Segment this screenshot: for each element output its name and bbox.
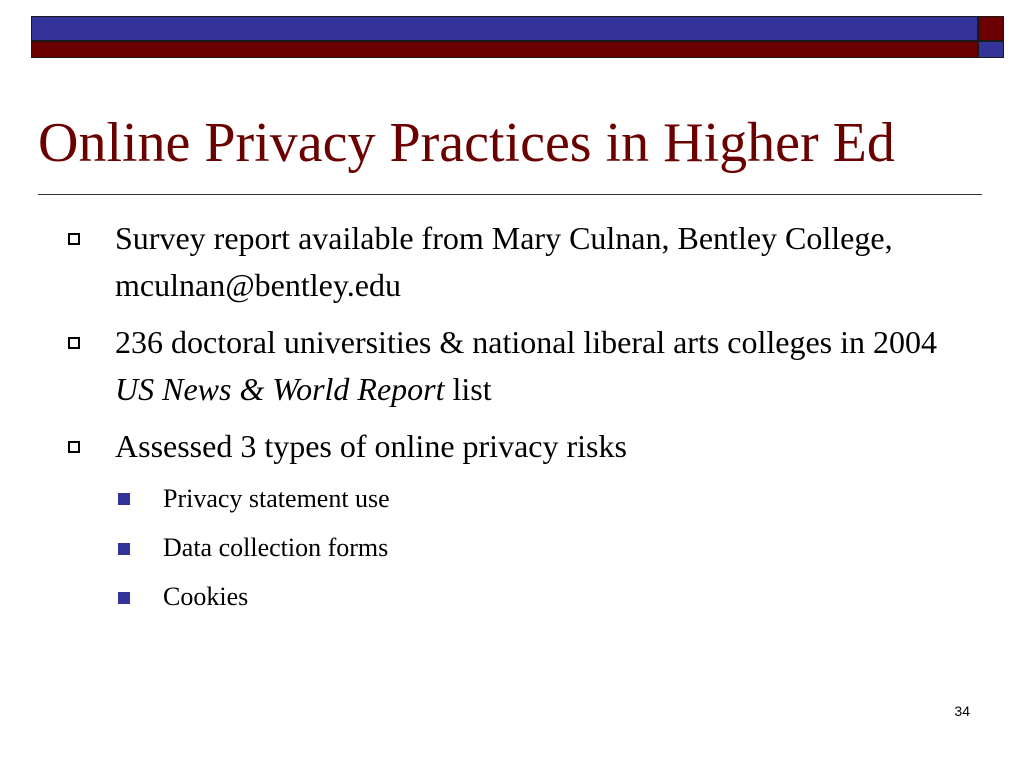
bullet-text-start: 236 doctoral universities & national liberal arts colleges in 2004 — [115, 324, 938, 360]
hollow-square-icon — [68, 233, 80, 245]
bullet-item-universities — [115, 319, 955, 413]
publication-title: US News & World Report — [115, 371, 445, 407]
filled-square-icon — [118, 493, 130, 505]
filled-square-icon — [118, 592, 130, 604]
bullet-item-privacy-risks: Assessed 3 types of online privacy risks — [115, 428, 627, 464]
slide-title: Online Privacy Practices in Higher Ed — [38, 112, 895, 174]
bullet-item-survey-report: Survey report available from Mary Culnan, Bentley College, mculnan@bentley.edu — [115, 220, 893, 303]
filled-square-icon — [118, 543, 130, 555]
page-number: 34 — [954, 703, 970, 719]
hollow-square-icon — [68, 337, 80, 349]
sub-bullet-item-privacy-statement: Privacy statement use — [163, 484, 390, 513]
bullet-text-end: list — [444, 371, 492, 407]
sub-bullet-item-cookies: Cookies — [163, 582, 249, 611]
hollow-square-icon — [68, 441, 80, 453]
sub-bullet-item-data-collection: Data collection forms — [163, 533, 389, 562]
